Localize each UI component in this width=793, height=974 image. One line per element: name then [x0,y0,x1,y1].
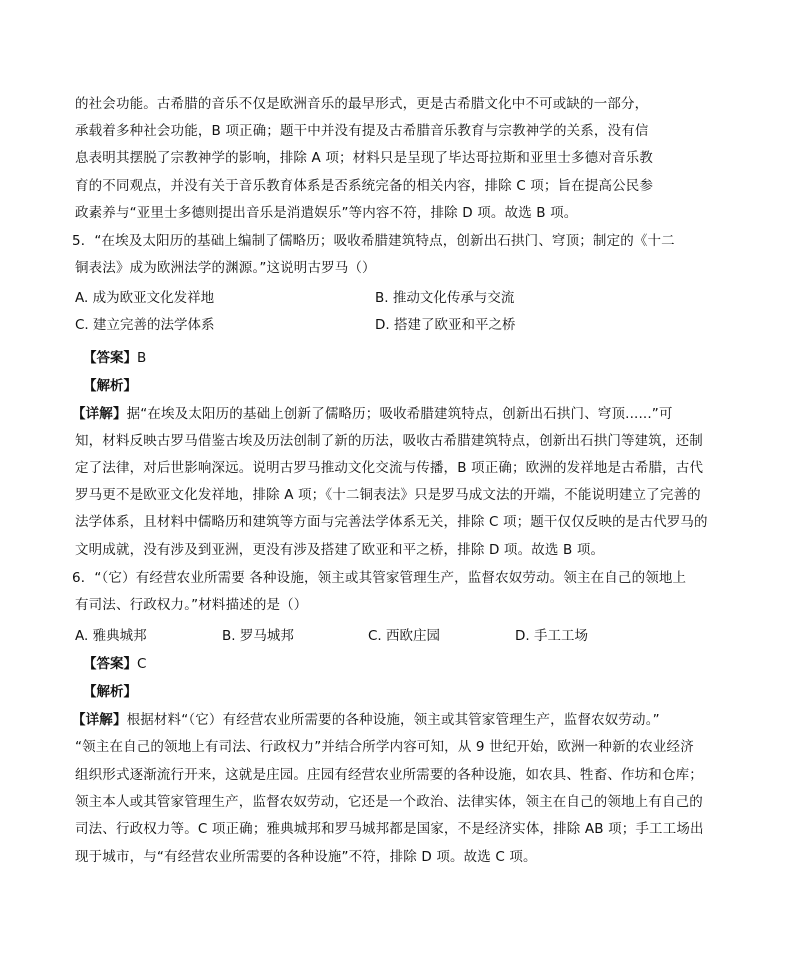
detail-text: 根据材料“（它）有经营农业所需要的各种设施，领主或其管家管理生产，监督农奴劳动。” [126,712,660,728]
intro-line: 的社会功能。古希腊的音乐不仅是欧洲音乐的最早形式，更是古希腊文化中不可或缺的一部分， [75,96,649,112]
answer-value: B [137,350,147,366]
q6-stem-line: 6．“（它）有经营农业所需要 各种设施，领主或其管家管理生产，监督农奴劳动。领主在自己的领地上 [72,570,687,586]
q6-detail-line [72,708,660,732]
q5-option-d: D. 搭建了欧亚和平之桥 [375,317,516,333]
q5-detail-line [72,402,673,426]
q6-option-a: A. 雅典城邦 [75,628,147,644]
q5-option-c: C. 建立完善的法学体系 [75,317,215,333]
q5-detail-line: 知，材料反映古罗马借鉴古埃及历法创制了新的历法，吸收古希腊建筑特点，创新出石拱门等建筑，还制 [75,433,703,449]
q6-option-c: C. 西欧庄园 [368,628,441,644]
q5-analysis-label: 【解析】 [83,378,137,394]
q6-stem-line: 有司法、行政权力。”材料描述的是（） [75,597,308,613]
intro-line: 息表明其摆脱了宗教神学的影响，排除 A 项；材料只是呈现了毕达哥拉斯和亚里士多德对音乐教 [75,150,653,166]
detail-label: 【详解】 [72,712,127,728]
answer-label: 【答案】 [83,350,137,366]
q5-detail-line: 定了法律，对后世影响深远。说明古罗马推动文化交流与传播，B 项正确；欧洲的发祥地是古希腊，古代 [75,460,704,476]
answer-value: C [137,656,147,672]
q6-detail-line: “领主在自己的领地上有司法、行政权力”并结合所学内容可知，从 9 世纪开始，欧洲一种新的农业经济 [75,739,694,755]
q5-detail-line: 法学体系，且材料中儒略历和建筑等方面与完善法学体系无关，排除 C 项；题干仅仅反映的是古代罗马的 [75,514,708,530]
q5-option-b: B. 推动文化传承与交流 [375,290,515,306]
q6-detail-line: 领主本人或其管家管理生产，监督农奴劳动，它还是一个政治、法律实体，领主在自己的领地上有自己的 [75,794,703,810]
intro-line: 承载着多种社会功能，B 项正确；题干中并没有提及古希腊音乐教育与宗教神学的关系，没有信 [75,123,649,139]
detail-label: 【详解】 [72,406,127,422]
q5-stem-line: 5．“在埃及太阳历的基础上编制了儒略历；吸收希腊建筑特点，创新出石拱门、穹顶；制定的《十二 [72,233,675,249]
q6-detail-line: 现于城市，与“有经营农业所需要的各种设施”不符，排除 D 项。故选 C 项。 [75,849,537,865]
q5-answer [83,346,146,370]
q5-stem-line: 铜表法》成为欧洲法学的渊源。”这说明古罗马（） [75,260,376,276]
q6-detail-line: 组织形式逐渐流行开来，这就是庄园。庄园有经营农业所需要的各种设施，如农具、牲畜、作坊和仓库； [75,767,703,783]
intro-line: 政素养与“亚里士多德则提出音乐是消遣娱乐”等内容不符，排除 D 项。故选 B 项。 [75,205,578,221]
q6-analysis-label: 【解析】 [83,684,137,700]
q6-answer [83,652,146,676]
q5-option-a: A. 成为欧亚文化发祥地 [75,290,215,306]
detail-text: 据“在埃及太阳历的基础上创新了儒略历；吸收希腊建筑特点，创新出石拱门、穹顶......”可 [126,406,673,422]
q6-option-b: B. 罗马城邦 [222,628,294,644]
q5-detail-line: 罗马更不是欧亚文化发祥地，排除 A 项；《十二铜表法》只是罗马成文法的开端，不能说明建立了完善的 [75,487,701,503]
intro-line: 育的不同观点，并没有关于音乐教育体系是否系统完备的相关内容，排除 C 项；旨在提高公民参 [75,178,654,194]
q5-detail-line: 文明成就，没有涉及到亚洲，更没有涉及搭建了欧亚和平之桥，排除 D 项。故选 B 项。 [75,542,605,558]
answer-label: 【答案】 [83,656,137,672]
q6-detail-line: 司法、行政权力等。C 项正确；雅典城邦和罗马城邦都是国家，不是经济实体，排除 AB 项；手工工场出 [75,821,704,837]
q6-option-d: D. 手工工场 [515,628,588,644]
